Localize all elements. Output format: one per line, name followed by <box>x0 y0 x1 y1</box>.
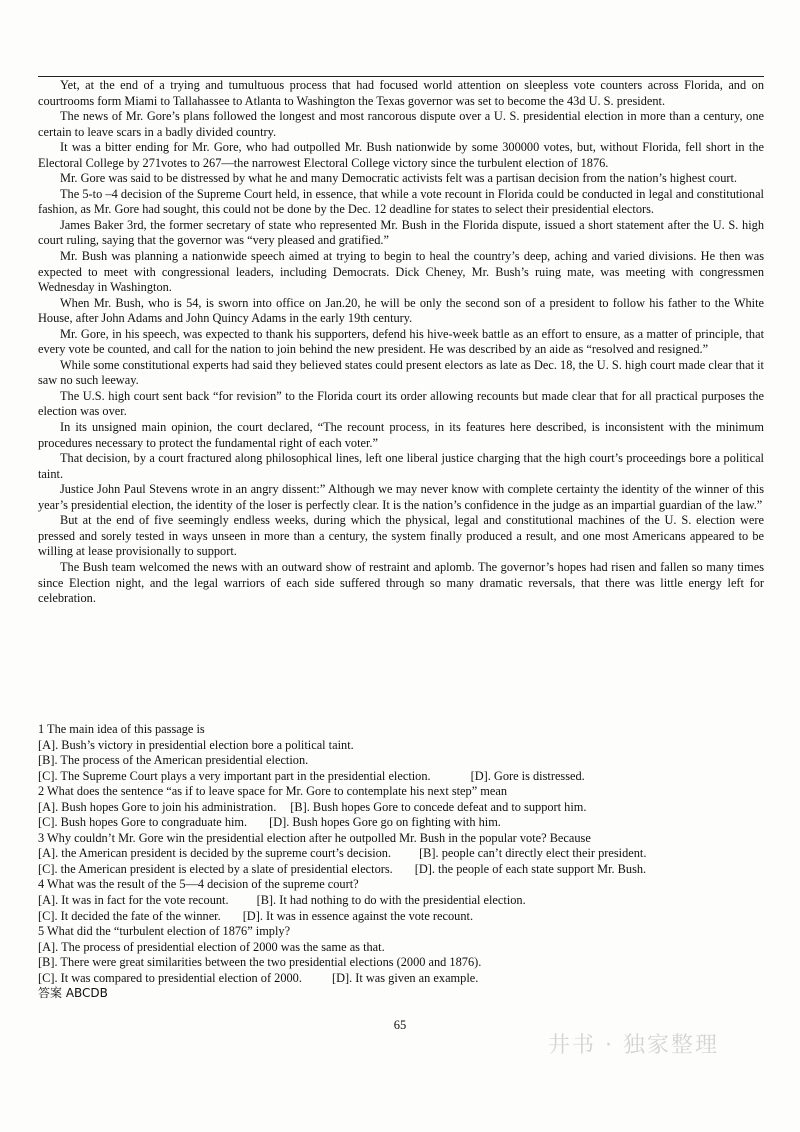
question-stem: 3 Why couldn’t Mr. Gore win the presidential election after he outpolled Mr. Bush in the popular vote? Because <box>38 830 591 845</box>
answer-key: 答案 ABCDB <box>38 986 108 1001</box>
paragraph-10: While some constitutional experts had said they believed states could present electors as late as Dec. 18, the U. S. high court made clear that it saw no such leeway. <box>38 357 764 388</box>
option: [B]. Bush hopes Gore to concede defeat and to support him. <box>290 799 587 814</box>
option: [A]. Bush’s victory in presidential election bore a political taint. <box>38 737 354 752</box>
paragraph-2: The news of Mr. Gore’s plans followed the longest and most rancorous dispute over a U. S. presidential election in more than a century, one certain to leave scars in a badly divided country. <box>38 109 764 139</box>
option-line <box>38 971 764 987</box>
option: [D]. It was in essence against the vote recount. <box>242 908 474 923</box>
option: [A]. Bush hopes Gore to join his administration. <box>38 799 277 814</box>
option: [D]. Bush hopes Gore go on fighting with him. <box>269 815 501 830</box>
question-stem: 2 What does the sentence “as if to leave space for Mr. Gore to contemplate his next step” mean <box>38 784 508 799</box>
option: [A]. The process of presidential election of 2000 was the same as that. <box>38 939 385 954</box>
option: [B]. The process of the American presidential election. <box>38 753 309 768</box>
option-line <box>38 940 764 956</box>
paragraph-16: The Bush team welcomed the news with an outward show of restraint and aplomb. The governor’s hopes had risen and fallen so many times since Election night, and the legal warriors of each side suffered through so many dramatic reversals, that there was little energy left for celebration. <box>38 559 764 606</box>
option-line <box>38 893 764 909</box>
question-stem: 1 The main idea of this passage is <box>38 722 205 736</box>
option: [D]. Gore is distressed. <box>470 768 585 783</box>
option-line <box>38 769 764 785</box>
option: [C]. The Supreme Court plays a very important part in the presidential election. <box>38 768 431 783</box>
option-line <box>38 800 764 816</box>
paragraph-4: Mr. Gore was said to be distressed by what he and many Democratic activists felt was a partisan decision from the nation’s highest court. <box>60 171 738 186</box>
option-line <box>38 753 764 769</box>
option-line <box>38 955 764 971</box>
question-stem: 5 What did the “turbulent election of 1876” imply? <box>38 924 291 939</box>
option: [C]. It decided the fate of the winner. <box>38 908 221 923</box>
option: [B]. There were great similarities between the two presidential elections (2000 and 1876). <box>38 955 482 970</box>
watermark-footer: 井书 · 独家整理 <box>548 1033 719 1058</box>
option: [C]. It was compared to presidential election of 2000. <box>38 970 302 985</box>
paragraph-5: The 5-to –4 decision of the Supreme Court held, in essence, that while a vote recount in Florida could be conducted in legal and constitutional fashion, as Mr. Gore had sought, this could not be done by the Dec. 12 deadline for states to select their presidential electors. <box>38 186 764 217</box>
option-line <box>38 862 764 878</box>
option: [C]. Bush hopes Gore to congraduate him. <box>38 815 248 830</box>
option-line <box>38 815 764 831</box>
paragraph-11: The U.S. high court sent back “for revision” to the Florida court its order allowing recounts but made clear that for all practical purposes the election was over. <box>38 388 764 419</box>
option: [A]. the American president is decided by the supreme court’s decision. <box>38 846 392 861</box>
option: [D]. the people of each state support Mr. Bush. <box>414 861 647 876</box>
top-rule <box>38 76 764 77</box>
paragraph-7: Mr. Bush was planning a nationwide speech aimed at trying to begin to heal the country’s deep, aching and varied divisions. He then was expected to meet with congressional leaders, including Democrats. Dick Cheney, Mr. Bush’s ruing mate, was meeting with congressmen Wednesday in Washington. <box>38 249 764 295</box>
paragraph-9: Mr. Gore, in his speech, was expected to thank his supporters, defend his hive-week battle as an effort to ensure, as a matter of principle, that every vote be counted, and call for the nation to join behind the new president. He was described by an aide as “resolved and resigned.” <box>38 326 764 357</box>
paragraph-14: Justice John Paul Stevens wrote in an angry dissent:” Although we may never know with complete certainty the identity of the winner of this year’s presidential election, the identity of the loser is perfectly clear. It is the nation’s confidence in the judge as an impartial guardian of the law.” <box>38 482 764 512</box>
paragraph-3: It was a bitter ending for Mr. Gore, who had outpolled Mr. Bush nationwide by some 300000 votes, but, without Florida, fell short in the Electoral College by 271votes to 267—the narrowest Electoral College victory since the turbulent election of 1876. <box>38 140 764 170</box>
option: [B]. people can’t directly elect their president. <box>419 846 647 861</box>
option: [A]. It was in fact for the vote recount. <box>38 893 229 908</box>
paragraph-8: When Mr. Bush, who is 54, is sworn into office on Jan.20, he will be only the second son of a president to follow his father to the White House, after John Adams and John Quincy Adams in the early 19th century. <box>38 295 764 326</box>
article-body <box>38 78 764 607</box>
option: [B]. It had nothing to do with the presidential election. <box>256 893 526 908</box>
paragraph-1: Yet, at the end of a trying and tumultuous process that had focused world attention on sleepless vote counters across Florida, and on courtrooms form Miami to Tallahassee to Atlanta to Washington the Texas governor was set to become the 43d U. S. president. <box>38 78 764 108</box>
option: [D]. It was given an example. <box>331 970 479 985</box>
question-stem: 4 What was the result of the 5—4 decision of the supreme court? <box>38 877 359 892</box>
paragraph-13: That decision, by a court fractured along philosophical lines, left one liberal justice charging that the high court’s proceedings bore a political taint. <box>38 451 764 481</box>
paragraph-15: But at the end of five seemingly endless weeks, during which the physical, legal and constitutional machines of the U. S. election were pressed and sorely tested in ways unseen in more than a century, the system finally produced a result, and one most Americans appeared to be willing at lease provisionally to support. <box>38 513 764 559</box>
page-number: 65 <box>393 1018 407 1032</box>
option-line <box>38 738 764 754</box>
option-line <box>38 909 764 925</box>
option: [C]. the American president is elected by a slate of presidential electors. <box>38 861 393 876</box>
questions-section <box>38 722 764 1002</box>
paragraph-12: In its unsigned main opinion, the court declared, “The recount process, in its features here described, is inconsistent with the minimum procedures necessary to protect the fundamental right of each voter.” <box>38 420 764 450</box>
paragraph-6: James Baker 3rd, the former secretary of state who represented Mr. Bush in the Florida dispute, issued a short statement after the U. S. high court ruling, saying that the governor was “very pleased and gratified.” <box>38 217 764 248</box>
option-line <box>38 846 764 862</box>
